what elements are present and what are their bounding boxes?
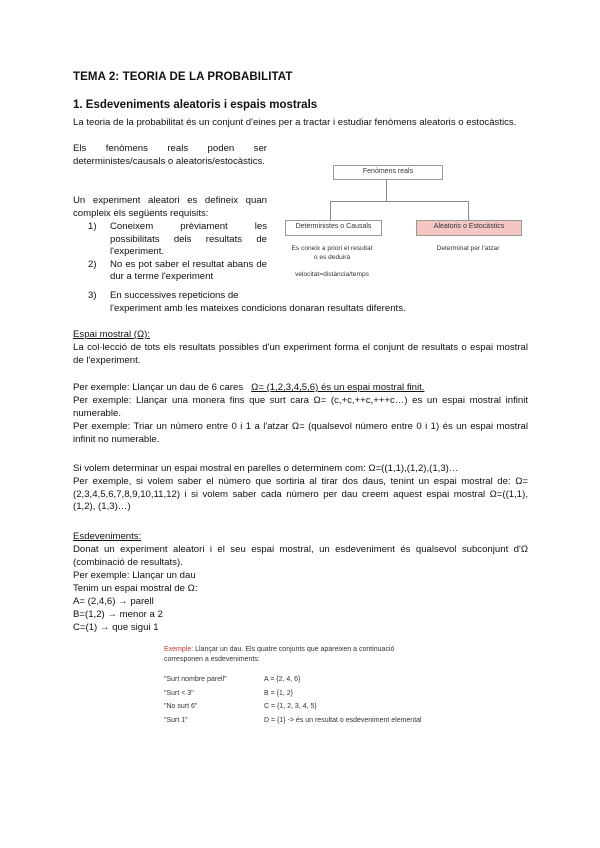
diagram-note: Determinat per l'atzar xyxy=(436,245,500,252)
diagram-deterministic-box: Deterministes o Causals xyxy=(285,220,382,236)
diagram-random-box: Aleatoris o Estocàstics xyxy=(416,220,522,236)
example-label: Exemple: xyxy=(164,646,194,653)
diagram-note: Es coneix a priori el resultat xyxy=(291,245,373,252)
two-dice-paragraph: Per exemple, si volem saber el número que sortiria al tirar dos daus, tenint un espai mostral de: Ω=(2,3,4,5,6,7,8,9,10,11,12) i si volem saber cada número per dau creem aquest espai mostral Ω=((1,1), (1,2), (1,3)…) xyxy=(73,476,528,513)
diagram-root-box: Fenòmens reals xyxy=(333,165,443,180)
diagram-note: o es deduirà xyxy=(313,254,351,261)
example-row: "Surt 1" D = {1} -> és un resultat o esdeveniment elemental xyxy=(164,716,422,724)
example-coin: Per exemple: Llançar una monera fins que surt cara Ω= (c,+c,++c,+++c…) es un espai mostral infinit numerable. xyxy=(73,395,528,419)
requirements-list xyxy=(73,221,267,284)
example-random-number: Per exemple: Triar un número entre 0 i 1 a l'atzar Ω= (qualsevol número entre 0 i 1) és un espai mostral infinit no numerable. xyxy=(73,421,528,445)
sample-space-definition: La col·lecció de tots els resultats possibles d'un experiment forma el conjunt de resultats o espai mostral de l'experiment. xyxy=(73,342,528,366)
example-row: "No surt 6" C = {1, 2, 3, 4, 5} xyxy=(164,703,317,710)
requirement-item: 3) En successives repeticions de l'experiment amb les mateixes condicions donaran resultats diferents. xyxy=(88,290,406,314)
event-item: B=(1,2) → menor a 2 xyxy=(73,609,163,620)
section-heading: 1. Esdeveniments aleatoris i espais mostrals xyxy=(73,99,318,111)
pairs-paragraph: Si volem determinar un espai mostral en parelles o determinem com: Ω=((1,1),(1,2),(1,3)… xyxy=(73,463,459,474)
example-row: "Surt nombre parell" A = {2, 4, 6} xyxy=(164,676,301,683)
example-figure: Exemple: Llançar un dau. Els quatre conjunts que apareixen a continuació corresponen a esdeveniments: "Surt nombre parell" A = {2, 4, 6} "Surt < 3" B = {1, 2} "No surt 6" C = {1, 2, 3, 4, 5} "Surt 1" D = {1} -> és un resultat o esdeveniment elemental xyxy=(158,645,458,725)
diagram-note: velocitat=distància/temps xyxy=(295,271,369,278)
event-item: A= (2,4,6) → parell xyxy=(73,596,154,607)
example-row: "Surt < 3" B = {1, 2} xyxy=(164,689,293,697)
events-heading: Esdeveniments: xyxy=(73,531,142,542)
intro-paragraph: La teoria de la probabilitat és un conjunt d'eines per a tractar i estudiar fenòmens aleatoris o estocàstics. xyxy=(73,117,517,128)
event-item: C=(1) → que sigui 1 xyxy=(73,622,159,633)
sample-space-heading: Espai mostral (Ω): xyxy=(73,329,151,340)
example-dice: Per exemple: Llançar un dau de 6 cares Ω= (1,2,3,4,5,6) és un espai mostral finit. xyxy=(73,382,425,393)
document-title: TEMA 2: TEORIA DE LA PROBABILITAT xyxy=(73,71,293,83)
events-space: Tenim un espai mostral de Ω: xyxy=(73,583,198,594)
requirement-item: 1) Coneixem prèviament les possibilitats dels resultats de l'experiment. xyxy=(88,221,267,258)
requirement-item: 2) No es pot saber el resultat abans de dur a terme l'experiment xyxy=(88,258,267,283)
phenomena-paragraph: Els fenòmens reals poden ser deterministes/causals o aleatoris/estocàstics. xyxy=(73,143,267,167)
experiment-intro: Un experiment aleatori es defineix quan compleix els següents requisits: xyxy=(73,195,267,219)
events-example: Per exemple: Llançar un dau xyxy=(73,570,196,581)
events-definition: Donat un experiment aleatori i el seu espai mostral, un esdeveniment és qualsevol subconjunt d'Ω (combinació de resultats). xyxy=(73,544,528,568)
